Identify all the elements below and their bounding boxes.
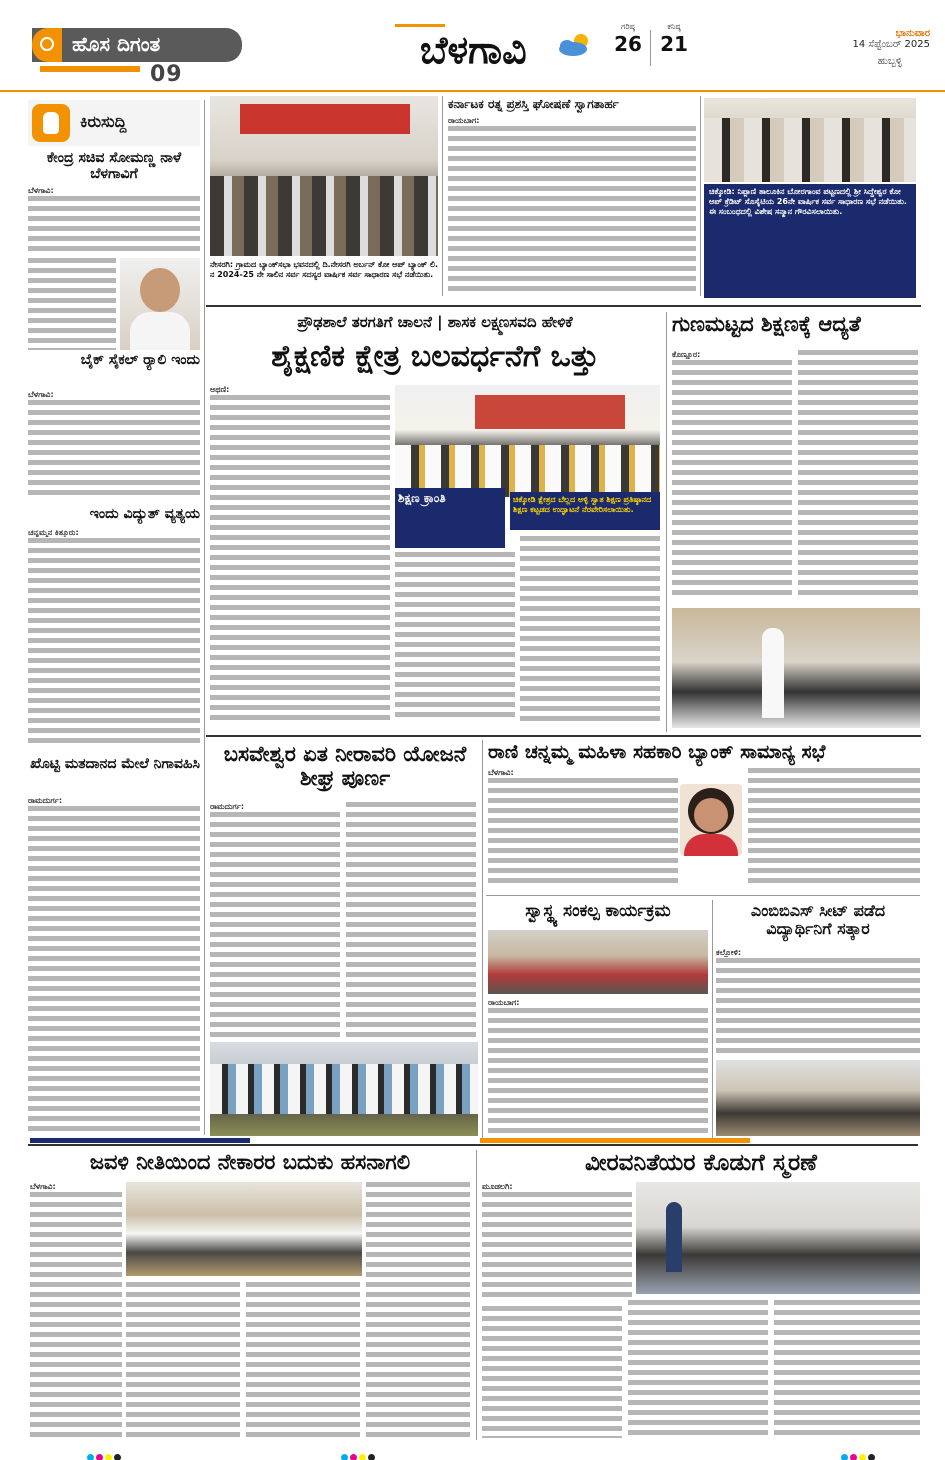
lead-box-title: ಶಿಕ್ಷಣ ಕ್ರಾಂತಿ	[398, 491, 446, 505]
mbbs-photo	[716, 1060, 920, 1136]
brand-underline	[40, 66, 140, 72]
lead-place: ಅಥಣಿ:	[210, 385, 230, 394]
brief-3-body	[28, 538, 200, 748]
rule-row-3	[28, 1144, 918, 1146]
weavers-place: ಬೆಳಗಾವಿ:	[30, 1182, 56, 1191]
brief-4-body	[28, 806, 200, 1136]
quality-body-col-2	[798, 350, 918, 600]
column-rule-left	[204, 100, 205, 1135]
weavers-body-col-3	[246, 1282, 360, 1438]
city: ಹುಬ್ಬಳ್ಳಿ	[877, 56, 902, 67]
column-rule-mid	[666, 312, 667, 732]
min-temp-block	[656, 22, 692, 56]
quality-body-col-1	[672, 360, 792, 600]
brand-name: ಹೊಸ ದಿಗಂತ	[72, 32, 161, 56]
briefs-title: ಕಿರುಸುದ್ದಿ	[80, 112, 127, 131]
date-block	[840, 28, 930, 67]
max-temp-label: ಗರಿಷ್ಠ	[621, 22, 635, 31]
quality-photo	[672, 608, 920, 728]
weavers-body-col-2	[126, 1282, 240, 1438]
masthead-rule	[0, 90, 945, 92]
basaveshwara-body-col-1	[210, 812, 340, 1037]
lead-kicker: ಪ್ರೌಢಶಾಲೆ ತರಗತಿಗೆ ಚಾಲನೆ | ಶಾಸಕ ಲಕ್ಷ್ಮಣಸವದಿ ಹೇಳಿಕೆ	[297, 313, 573, 331]
brief-1-body	[28, 196, 200, 256]
section-title: ಬೆಳಗಾವಿ	[420, 28, 527, 72]
column-rule-bottom	[476, 1150, 477, 1440]
weekday: ಭಾನುವಾರ	[895, 28, 930, 39]
basaveshwara-headline: ಬಸವೇಶ್ವರ ಏತ ನೀರಾವರಿ ಯೋಜನೆ ಶೀಘ್ರ ಪೂರ್ಣ	[223, 742, 467, 791]
story-2-body	[448, 126, 696, 292]
kodagu-photo	[636, 1182, 920, 1294]
brief-3-headline: ಇಂದು ವಿದ್ಯುತ್ ವ್ಯತ್ಯಯ	[89, 506, 200, 522]
bank-headline: ರಾಣಿ ಚನ್ನಮ್ಮ ಮಹಿಳಾ ಸಹಕಾರಿ ಬ್ಯಾಂಕ್ ಸಾಮಾನ್ಯ ಸಭೆ	[488, 741, 826, 763]
temp-divider	[650, 30, 651, 66]
brief-1-headline: ಕೇಂದ್ರ ಸಚಿವ ಸೋಮಣ್ಣ ನಾಳೆ ಬೆಳಗಾವಿಗೆ	[46, 150, 182, 183]
section-accent	[395, 24, 445, 27]
print-registration-marks-right	[840, 1446, 876, 1460]
hand-icon	[32, 104, 70, 142]
bank-portrait	[680, 784, 742, 856]
rule-row-1	[206, 305, 921, 307]
brief-2-place: ಬೆಳಗಾವಿ:	[28, 390, 54, 399]
kodagu-body-col-1	[482, 1192, 632, 1302]
lead-body-col-3	[520, 536, 660, 722]
column-rule-top-2	[700, 96, 701, 296]
brief-3-place: ಚನ್ನಮ್ಮನ ಕಿತ್ತೂರು:	[28, 528, 79, 537]
lead-headline: ಶೈಕ್ಷಣಿಕ ಕ್ಷೇತ್ರ ಬಲವರ್ಧನೆಗೆ ಒತ್ತು	[271, 339, 599, 374]
health-photo	[488, 930, 708, 994]
print-registration-marks-center	[340, 1446, 376, 1460]
max-temp-block	[610, 22, 646, 56]
max-temp-value: 26	[614, 32, 642, 56]
basaveshwara-place: ರಾಮದುರ್ಗ:	[210, 802, 245, 811]
story-1-photo	[210, 96, 438, 256]
mbbs-headline: ಎಂಬಿಬಿಎಸ್ ಸೀಟ್ ಪಡೆದ ವಿದ್ಯಾರ್ಥಿನಿಗೆ ಸತ್ಕಾರ	[750, 901, 886, 939]
brief-2-body	[28, 400, 200, 500]
brief-4-place: ರಾಮದುರ್ಗ:	[28, 796, 63, 805]
story-3-photo	[704, 98, 916, 182]
weavers-headline: ಜವಳಿ ನೀತಿಯಿಂದ ನೇಕಾರರ ಬದುಕು ಹಸನಾಗಲಿ	[89, 1150, 411, 1174]
story-2-headline: ಕರ್ನಾಟಕ ರತ್ನ ಪ್ರಶಸ್ತಿ ಘೋಷಣೆ ಸ್ವಾಗತಾರ್ಹ	[448, 97, 619, 111]
mbbs-place: ಕಲ್ಲೋಳಿ:	[716, 948, 742, 957]
basaveshwara-photo	[210, 1042, 478, 1136]
story-3-caption: ಚಿಕ್ಕೋಡಿ: ನಿಪ್ಪಾಣಿ ತಾಲೂಕಿನ ಬೋರಗಾಂವ ಪಟ್ಟಣದಲ್ಲಿ ಶ್ರೀ ಸಿದ್ದೇಶ್ವರ ಕೋ ಆಪ್ ಕ್ರೆಡಿಟ್ ಸೊಸೈಟಿಯ 26ನೇ ವಾರ್ಷಿಕ ಸರ್ವ ಸಾಧಾರಣ ಸಭೆ ನಡೆಯಿತು. ಈ ಸಂಬಂಧದಲ್ಲಿ ವಿಶೇಷ ಸನ್ಮಾನ ಗೌರವಿಸಲಾಯಿತು.	[704, 184, 916, 298]
print-registration-marks-left	[86, 1446, 122, 1460]
kodagu-accent	[480, 1138, 750, 1143]
weavers-body-col-4	[366, 1182, 470, 1438]
health-place: ರಾಯಬಾಗ:	[488, 998, 520, 1007]
basaveshwara-body-col-2	[346, 802, 476, 1037]
bank-body-col-1	[488, 778, 678, 888]
kodagu-body-col-4	[774, 1300, 920, 1438]
weather-cloud-icon	[555, 32, 595, 58]
masthead	[0, 0, 945, 92]
weavers-photo	[126, 1182, 362, 1276]
kodagu-body-col-3	[628, 1300, 768, 1438]
mbbs-body	[716, 958, 920, 1054]
lead-body-col-1	[210, 395, 390, 725]
kodagu-headline: ವೀರವನಿತೆಯರ ಕೊಡುಗೆ ಸ್ಮರಣೆ	[585, 1150, 817, 1176]
kodagu-body-col-2	[482, 1306, 622, 1438]
brief-1-photo	[120, 258, 200, 350]
date: 14 ಸೆಪ್ಟೆಂಬರ್ 2025	[852, 39, 930, 50]
rule-bank	[486, 895, 920, 896]
min-temp-label: ಕನಿಷ್ಠ	[667, 22, 681, 31]
health-body	[488, 1008, 708, 1136]
quality-headline: ಗುಣಮಟ್ಟದ ಶಿಕ್ಷಣಕ್ಕೆ ಆದ್ಯತೆ	[672, 312, 861, 336]
page-number: 09	[150, 62, 183, 87]
brief-2-headline: ಬೈಕ್ ಸೈಕಲ್ ರ‍್ಯಾಲಿ ಇಂದು	[80, 352, 200, 368]
briefs-header	[28, 100, 200, 146]
weavers-accent	[30, 1138, 250, 1143]
brand-logo-icon	[32, 28, 62, 62]
lead-body-col-2	[395, 552, 515, 722]
lead-box	[395, 488, 505, 548]
kodagu-place: ಮೂಡಲಗಿ:	[482, 1182, 513, 1191]
brief-4-headline: ಖೊಟ್ಟಿ ಮತದಾನದ ಮೇಲೆ ನಿಗಾವಹಿಸಿ	[30, 756, 200, 772]
story-1-caption: ನೇಸರಗಿ: ಗ್ರಾಮದ ಬ್ಯಾಂಕ್‌ಸಭಾ ಭವನದಲ್ಲಿ ದಿ.ನೇಸರಗಿ ಅರ್ಬನ್ ಕೋ ಆಪ್ ಬ್ಯಾಂಕ್ ಲಿ. ನ 2024-25 ನೇ ಸಾಲಿನ ಸರ್ವ ಸದಸ್ಯರ ವಾರ್ಷಿಕ ಸರ್ವ ಸಾಧಾರಣ ಸಭೆ ನಡೆಯಿತು.	[210, 260, 438, 279]
lead-photo	[395, 385, 660, 497]
bank-body-col-2	[748, 768, 920, 888]
rule-row-2	[206, 735, 921, 737]
brief-1-body-2	[28, 258, 116, 350]
min-temp-value: 21	[660, 32, 688, 56]
story-2-place: ರಾಯಬಾಗ:	[448, 116, 480, 125]
lead-photo-caption: ಚಿಕ್ಕೋಡಿ ಕ್ಷೇತ್ರದ ಬೆಲ್ಲದ ಅಳ್ಳಿ ಸ್ವಾತ ಶಿಕ್ಷಣ ಪ್ರತಿಷ್ಠಾನದ ಶಿಕ್ಷಣ ಕಟ್ಟಡದ ಉದ್ಘಾಟನೆ ನೆರವೇರಿಸಲಾಯಿತು.	[510, 492, 660, 530]
bank-place: ಬೆಳಗಾವಿ:	[488, 768, 514, 777]
column-rule-health	[712, 900, 713, 1138]
health-headline: ಸ್ವಾಸ್ಥ್ಯ ಸಂಕಲ್ಪ ಕಾರ್ಯಕ್ರಮ	[525, 901, 671, 921]
brief-1-place: ಬೆಳಗಾವಿ:	[28, 186, 54, 195]
column-rule-top-1	[442, 96, 443, 296]
column-rule-lower	[482, 740, 483, 1138]
briefs-column	[28, 100, 200, 1140]
weavers-body-col-1	[30, 1192, 122, 1438]
quality-place: ಕೊಣ್ಣೂರ:	[672, 350, 701, 359]
